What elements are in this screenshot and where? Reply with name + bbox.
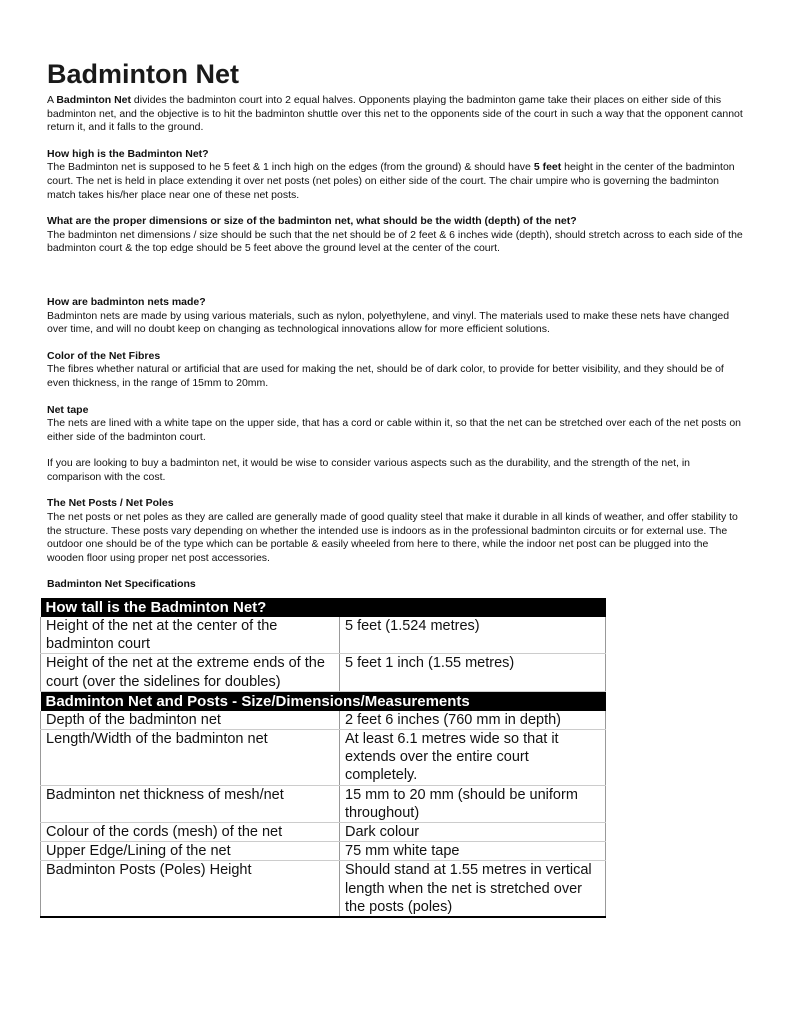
table-header-dimensions: Badminton Net and Posts - Size/Dimensions/Measurements	[41, 691, 606, 711]
section-dimensions-heading: What are the proper dimensions or size of the badminton net, what should be the width (depth) of the net?	[47, 215, 577, 228]
table-cell-label: Badminton net thickness of mesh/net	[41, 785, 340, 822]
section-posts	[47, 497, 747, 565]
table-cell-label: Height of the net at the extreme ends of the court (over the sidelines for doubles)	[41, 654, 340, 691]
section-spec-heading: Badminton Net Specifications	[47, 578, 196, 591]
section-buying-text: If you are looking to buy a badminton net, it would be wise to consider various aspects such as the durability, and the strength of the net, in comparison with the cost.	[47, 457, 691, 483]
section-high-heading: How high is the Badminton Net?	[47, 147, 209, 160]
table-cell-value: Should stand at 1.55 metres in vertical length when the net is stretched over the posts (poles)	[340, 861, 606, 917]
table-cell-value: Dark colour	[340, 823, 606, 842]
section-tape	[47, 404, 747, 445]
table-cell-value: 5 feet 1 inch (1.55 metres)	[340, 654, 606, 691]
table-cell-label: Length/Width of the badminton net	[41, 730, 340, 786]
section-made	[47, 296, 747, 337]
table-header-row	[41, 598, 606, 617]
table-row	[41, 730, 606, 786]
section-dimensions-text: The badminton net dimensions / size should be such that the net should be of 2 feet & 6 inches wide (depth), should stretch across to each side of the badminton court & the top edge should be 5 feet above the ground level at the center of the court.	[47, 228, 743, 255]
table-row	[41, 842, 606, 861]
intro-prefix: A	[47, 94, 57, 106]
section-high-text-b: height in the center of the badminton court. The net is held in place extending it over net posts (net poles) on either side of the court. The chair umpire who is governing the badminton match takes his/her place near one of these net posts.	[47, 161, 735, 201]
table-cell-value: 5 feet (1.524 metres)	[340, 617, 606, 654]
section-high-text-a: The Badminton net is supposed to he 5 feet & 1 inch high on the edges (from the ground) & should have	[47, 161, 534, 174]
table-cell-label: Upper Edge/Lining of the net	[41, 842, 340, 861]
table-row	[41, 617, 606, 654]
section-high	[47, 148, 747, 202]
section-tape-heading: Net tape	[47, 403, 89, 416]
table-row	[41, 861, 606, 917]
page-title: Badminton Net	[47, 59, 239, 89]
intro-bold: Badminton Net	[56, 94, 132, 106]
intro-paragraph	[47, 94, 747, 135]
section-color-heading: Color of the Net Fibres	[47, 349, 161, 362]
table-cell-value: 75 mm white tape	[340, 842, 606, 861]
section-high-text	[47, 161, 747, 202]
table-cell-value: 15 mm to 20 mm (should be uniform throughout)	[340, 785, 606, 822]
section-made-heading: How are badminton nets made?	[47, 295, 206, 308]
section-made-text: Badminton nets are made by using various materials, such as nylon, polyethylene, and vinyl. The materials used to make these nets have changed over time, and will no doubt keep on changing as technological innovations allow for more efficient solutions.	[47, 309, 730, 336]
section-posts-heading: The Net Posts / Net Poles	[47, 497, 174, 510]
table-cell-label: Height of the net at the center of the badminton court	[41, 617, 340, 654]
table-header-row	[41, 691, 606, 711]
section-dimensions	[47, 215, 747, 256]
table-row	[41, 823, 606, 842]
table-cell-value: At least 6.1 metres wide so that it extends over the entire court completely.	[340, 730, 606, 786]
section-buying	[47, 457, 747, 484]
table-cell-value: 2 feet 6 inches (760 mm in depth)	[340, 711, 606, 730]
table-cell-label: Depth of the badminton net	[41, 711, 340, 730]
table-cell-label: Colour of the cords (mesh) of the net	[41, 823, 340, 842]
table-row	[41, 785, 606, 822]
section-color-text: The fibres whether natural or artificial that are used for making the net, should be of dark color, to provide for better visibility, and they should be of even thickness, in the range of 15mm to 20mm.	[47, 363, 724, 389]
table-header-height: How tall is the Badminton Net?	[41, 598, 606, 617]
table-row	[41, 711, 606, 730]
document-body	[47, 58, 747, 592]
section-tape-text: The nets are lined with a white tape on the upper side, that has a cord or cable within it, so that the net can be stretched over each of the net posts on either side of the badminton court.	[47, 417, 742, 443]
specifications-table	[40, 598, 606, 918]
section-high-text-bold: 5 feet	[533, 161, 562, 174]
table-cell-label: Badminton Posts (Poles) Height	[41, 861, 340, 917]
section-posts-text: The net posts or net poles as they are called are generally made of good quality steel that make it durable in all kinds of weather, and offer stability to the structure. These posts vary depending on whether the intended use is indoors as in the professional badminton circuits or for external use. The outdoor one should be of the type which can be portable & easily wheeled from here to there, while the indoor net post can be plugged into the wooden floor using proper net post accessories.	[47, 511, 738, 564]
section-color	[47, 350, 747, 391]
table-row	[41, 654, 606, 691]
intro-rest: divides the badminton court into 2 equal halves. Opponents playing the badminton game take their places on either side of this badminton net, and the objective is to hit the badminton shuttle over this net to the opponents side of the court in such a way that the opponent cannot return it, and it falls to the ground.	[47, 94, 743, 134]
